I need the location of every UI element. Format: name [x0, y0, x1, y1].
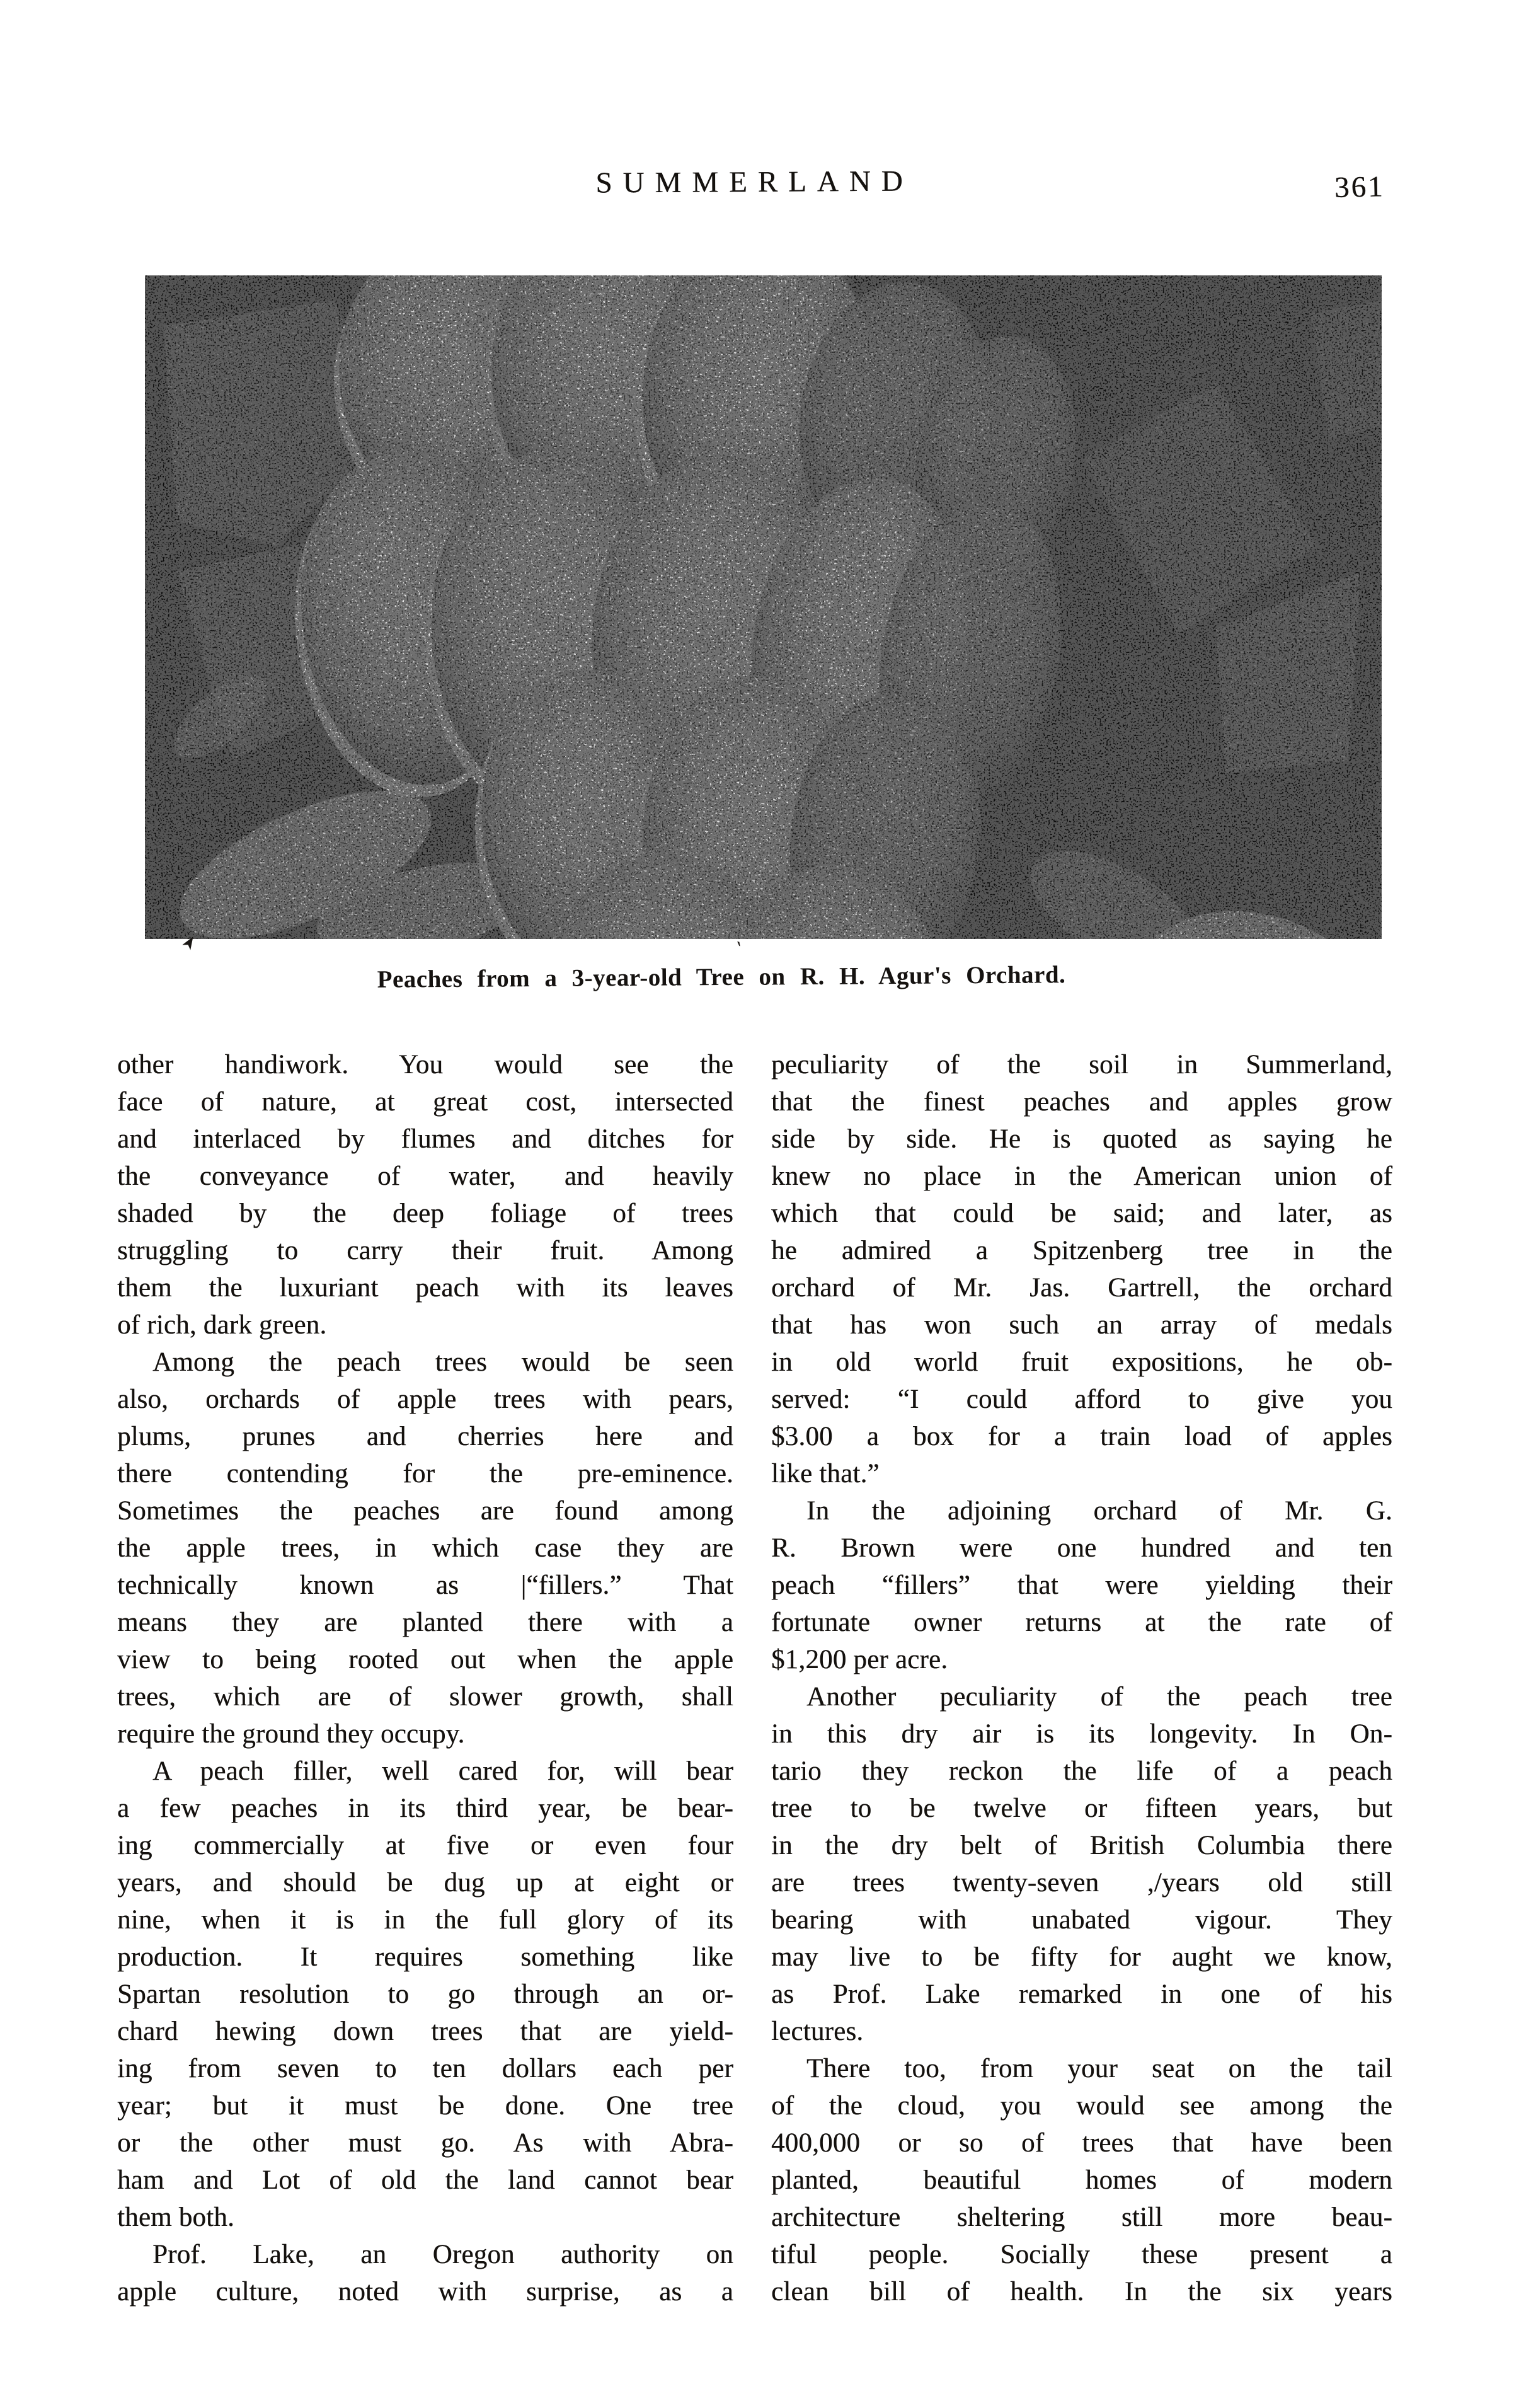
text-line: in this dry air is its longevity. In On-: [771, 1719, 1392, 1749]
text-line: of the cloud, you would see among the: [771, 2091, 1392, 2121]
text-line: that has won such an array of medals: [771, 1310, 1392, 1340]
text-line: technically known as |“fillers.” That: [117, 1570, 733, 1600]
text-line: a few peaches in its third year, be bear-: [117, 1794, 733, 1823]
text-line: which that could be said; and later, as: [771, 1199, 1392, 1228]
text-line: There too, from your seat on the tail: [806, 2054, 1392, 2083]
text-line: 400,000 or so of trees that have been: [771, 2128, 1392, 2158]
text-line: bearing with unabated vigour. They: [771, 1905, 1392, 1935]
text-line: he admired a Spitzenberg tree in the: [771, 1236, 1392, 1265]
text-line: the apple trees, in which case they are: [117, 1533, 733, 1563]
text-line: ham and Lot of old the land cannot bear: [117, 2165, 733, 2195]
text-line: like that.”: [771, 1459, 880, 1489]
text-line: planted, beautiful homes of modern: [771, 2165, 1392, 2195]
text-line: require the ground they occupy.: [117, 1719, 465, 1749]
text-line: that the finest peaches and apples grow: [771, 1087, 1392, 1117]
text-line: year; but it must be done. One tree: [117, 2091, 733, 2121]
text-line: knew no place in the American union of: [771, 1161, 1392, 1191]
text-line: fortunate owner returns at the rate of: [771, 1608, 1392, 1637]
photo-image: [145, 275, 1382, 939]
text-line: tree to be twelve or fifteen years, but: [771, 1794, 1392, 1823]
text-line: $3.00 a box for a train load of apples: [771, 1422, 1392, 1451]
text-line: peculiarity of the soil in Summerland,: [771, 1050, 1392, 1080]
text-line: $1,200 per acre.: [771, 1645, 948, 1674]
text-line: as Prof. Lake remarked in one of his: [771, 1979, 1392, 2009]
text-line: also, orchards of apple trees with pears,: [117, 1385, 733, 1414]
text-line: tiful people. Socially these present a: [771, 2240, 1392, 2269]
peach-photograph: [145, 275, 1382, 939]
text-line: tario they reckon the life of a peach: [771, 1756, 1392, 1786]
text-line: trees, which are of slower growth, shall: [117, 1682, 733, 1712]
text-line: shaded by the deep foliage of trees: [117, 1199, 733, 1228]
text-line: A peach filler, well cared for, will bear: [152, 1756, 733, 1786]
text-line: in old world fruit expositions, he ob-: [771, 1347, 1392, 1377]
text-line: Another peculiarity of the peach tree: [806, 1682, 1392, 1712]
text-line: them both.: [117, 2203, 234, 2232]
text-line: ing commercially at five or even four: [117, 1831, 733, 1860]
running-head: [117, 165, 1392, 209]
text-line: of rich, dark green.: [117, 1310, 327, 1340]
text-line: may live to be fifty for aught we know,: [771, 1942, 1392, 1972]
text-line: Among the peach trees would be seen: [152, 1347, 733, 1377]
text-line: years, and should be dug up at eight or: [117, 1868, 733, 1898]
text-line: architecture sheltering still more beau-: [771, 2203, 1392, 2232]
text-line: production. It requires something like: [117, 1942, 733, 1972]
text-line: and interlaced by flumes and ditches for: [117, 1124, 733, 1154]
text-line: are trees twenty-seven ,/years old still: [771, 1868, 1392, 1898]
text-line: face of nature, at great cost, intersected: [117, 1087, 733, 1117]
halftone-grain-light: [145, 275, 1382, 939]
text-line: Prof. Lake, an Oregon authority on: [152, 2240, 733, 2269]
text-line: plums, prunes and cherries here and: [117, 1422, 733, 1451]
text-line: them the luxuriant peach with its leaves: [117, 1273, 733, 1303]
text-line: peach “fillers” that were yielding their: [771, 1570, 1392, 1600]
page-title: SUMMERLAND: [595, 164, 914, 200]
text-line: served: “I could afford to give you: [771, 1385, 1392, 1414]
text-line: lectures.: [771, 2017, 864, 2046]
text-line: apple culture, noted with surprise, as a: [117, 2277, 733, 2307]
text-line: there contending for the pre-eminence.: [117, 1459, 733, 1489]
text-line: R. Brown were one hundred and ten: [771, 1533, 1392, 1563]
text-line: struggling to carry their fruit. Among: [117, 1236, 733, 1265]
text-line: chard hewing down trees that are yield-: [117, 2017, 733, 2046]
text-line: Spartan resolution to go through an or-: [117, 1979, 733, 2009]
text-line: in the dry belt of British Columbia there: [771, 1831, 1392, 1860]
text-line: other handiwork. You would see the: [117, 1050, 733, 1080]
text-line: Sometimes the peaches are found among: [117, 1496, 733, 1526]
photo-caption: Peaches from a 3-year-old Tree on R. H. Agur's Orchard.: [377, 961, 1066, 993]
text-line: means they are planted there with a: [117, 1608, 733, 1637]
text-line: the conveyance of water, and heavily: [117, 1161, 733, 1191]
left-column: [117, 1046, 733, 2310]
scan-artifact-tick: ‵: [731, 938, 742, 963]
right-column: [771, 1046, 1392, 2310]
scan-artifact-arrow: ➤: [178, 931, 201, 954]
text-line: or the other must go. As with Abra-: [117, 2128, 733, 2158]
text-line: In the adjoining orchard of Mr. G.: [806, 1496, 1392, 1526]
text-line: clean bill of health. In the six years: [771, 2277, 1392, 2307]
text-line: side by side. He is quoted as saying he: [771, 1124, 1392, 1154]
text-line: orchard of Mr. Jas. Gartrell, the orchard: [771, 1273, 1392, 1303]
page-number: 361: [1333, 170, 1385, 204]
text-line: ing from seven to ten dollars each per: [117, 2054, 733, 2083]
text-line: nine, when it is in the full glory of its: [117, 1905, 733, 1935]
text-line: view to being rooted out when the apple: [117, 1645, 733, 1674]
